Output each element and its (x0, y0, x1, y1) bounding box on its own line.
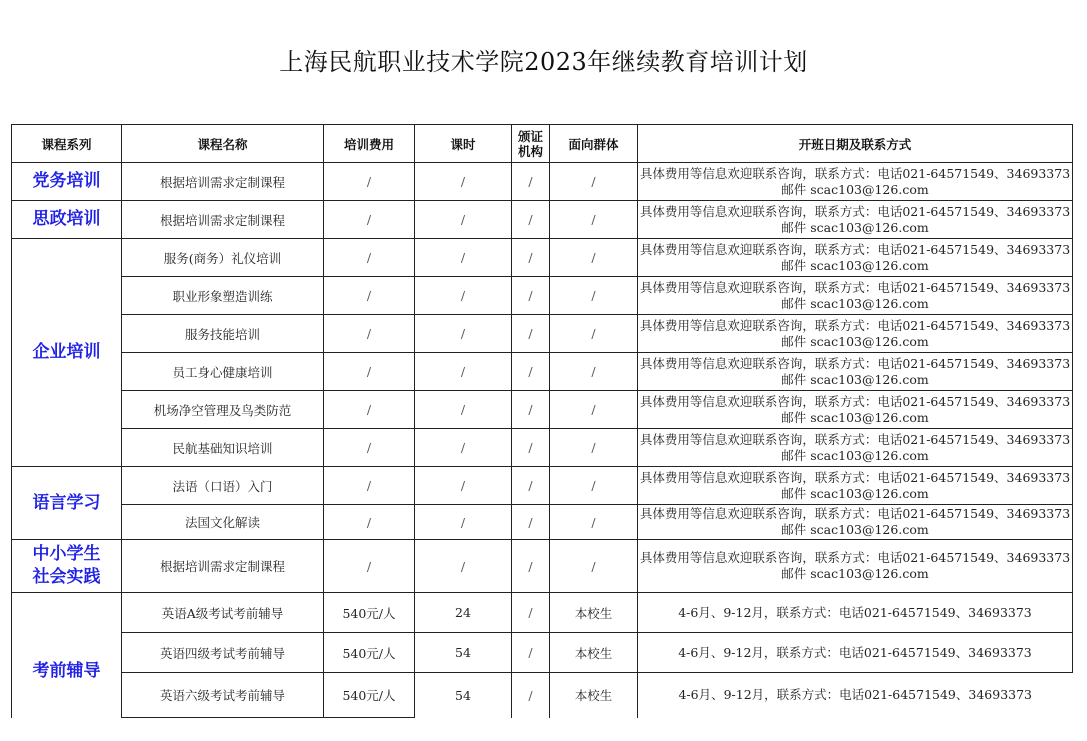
course-fee: / (324, 239, 415, 277)
course-contact (638, 505, 1073, 540)
table-header-row (12, 125, 1073, 163)
course-audience: / (550, 201, 638, 239)
header-series: 课程系列 (12, 125, 122, 163)
course-name: 英语A级考试考前辅导 (122, 593, 324, 633)
course-hours: / (415, 353, 512, 391)
course-cert: / (512, 315, 550, 353)
contact-email: 邮件 scac103@126.com (781, 566, 929, 581)
category-student-line1: 中小学生 (32, 544, 101, 564)
course-contact (638, 429, 1073, 467)
course-cert: / (512, 391, 550, 429)
course-contact (638, 391, 1073, 429)
course-name: 职业形象塑造训练 (122, 277, 324, 315)
course-hours: 54 (415, 633, 512, 673)
header-cert-line2: 机构 (517, 143, 543, 159)
course-hours: / (415, 163, 512, 201)
course-fee: / (324, 201, 415, 239)
course-name: 服务(商务）礼仪培训 (122, 239, 324, 277)
course-cert: / (512, 277, 550, 315)
course-hours: 24 (415, 593, 512, 633)
course-name: 英语六级考试考前辅导 (122, 673, 324, 718)
course-hours: / (415, 277, 512, 315)
table-row (12, 633, 1073, 673)
contact-email: 邮件 scac103@126.com (781, 257, 929, 273)
category-language: 语言学习 (12, 467, 122, 540)
table-row (12, 540, 1073, 593)
table-row (12, 277, 1073, 315)
course-audience: / (550, 239, 638, 277)
header-course-name: 课程名称 (122, 125, 324, 163)
course-hours: / (415, 505, 512, 540)
category-exam-prep: 考前辅导 (12, 593, 122, 718)
category-party: 党务培训 (12, 163, 122, 201)
course-contact (638, 239, 1073, 277)
header-audience: 面向群体 (550, 125, 638, 163)
course-cert: / (512, 673, 550, 718)
header-hours: 课时 (415, 125, 512, 163)
contact-line: 具体费用等信息欢迎联系咨询，联系方式：电话021-64571549、34693373 (639, 241, 1071, 257)
course-audience: / (550, 315, 638, 353)
category-student-line2: 社会实践 (32, 567, 101, 587)
table-row (12, 505, 1073, 540)
course-name: 服务技能培训 (122, 315, 324, 353)
course-audience: 本校生 (550, 633, 638, 673)
course-name: 法语（口语）入门 (122, 467, 324, 505)
course-fee: / (324, 315, 415, 353)
course-contact (638, 201, 1073, 239)
course-contact: 4-6月、9-12月，联系方式：电话021-64571549、34693373 (638, 593, 1073, 633)
course-cert: / (512, 201, 550, 239)
course-name: 英语四级考试考前辅导 (122, 633, 324, 673)
category-enterprise: 企业培训 (12, 239, 122, 467)
course-audience: 本校生 (550, 673, 638, 718)
course-fee: / (324, 353, 415, 391)
course-name: 员工身心健康培训 (122, 353, 324, 391)
course-audience: / (550, 277, 638, 315)
course-cert: / (512, 593, 550, 633)
course-cert: / (512, 505, 550, 540)
contact-line: 具体费用等信息欢迎联系咨询，联系方式：电话021-64571549、34693373 (639, 550, 1071, 565)
course-fee: / (324, 540, 415, 593)
table-row (12, 315, 1073, 353)
course-fee: 540元/人 (324, 593, 415, 633)
course-hours: / (415, 239, 512, 277)
course-name: 民航基础知识培训 (122, 429, 324, 467)
contact-email: 邮件 scac103@126.com (781, 333, 929, 349)
course-hours: 54 (415, 673, 512, 718)
contact-line: 具体费用等信息欢迎联系咨询，联系方式：电话021-64571549、34693373 (639, 393, 1071, 409)
course-hours: / (415, 391, 512, 429)
contact-line: 具体费用等信息欢迎联系咨询，联系方式：电话021-64571549、34693373 (639, 317, 1071, 333)
category-ideology: 思政培训 (12, 201, 122, 239)
contact-email: 邮件 scac103@126.com (781, 219, 929, 235)
header-cert-org (512, 125, 550, 163)
contact-line: 具体费用等信息欢迎联系咨询，联系方式：电话021-64571549、34693373 (639, 506, 1071, 521)
table-row (12, 467, 1073, 505)
course-name: 根据培训需求定制课程 (122, 201, 324, 239)
course-contact: 4-6月、9-12月，联系方式：电话021-64571549、34693373 (638, 633, 1073, 673)
course-audience: / (550, 505, 638, 540)
course-contact (638, 353, 1073, 391)
course-fee: 540元/人 (324, 673, 415, 718)
course-name: 机场净空管理及鸟类防范 (122, 391, 324, 429)
training-plan-table (11, 124, 1073, 718)
course-cert: / (512, 467, 550, 505)
course-cert: / (512, 633, 550, 673)
course-audience: / (550, 353, 638, 391)
course-contact (638, 277, 1073, 315)
course-audience: / (550, 467, 638, 505)
course-contact (638, 467, 1073, 505)
course-fee: 540元/人 (324, 633, 415, 673)
course-name: 法国文化解读 (122, 505, 324, 540)
header-cert-line1: 颁证 (517, 128, 543, 144)
header-fee: 培训费用 (324, 125, 415, 163)
course-audience: / (550, 429, 638, 467)
course-hours: / (415, 467, 512, 505)
course-name: 根据培训需求定制课程 (122, 163, 324, 201)
course-audience: / (550, 540, 638, 593)
course-cert: / (512, 239, 550, 277)
course-fee: / (324, 429, 415, 467)
course-contact (638, 163, 1073, 201)
course-audience: / (550, 391, 638, 429)
contact-line: 具体费用等信息欢迎联系咨询，联系方式：电话021-64571549、34693373 (639, 279, 1071, 295)
category-student-practice (12, 540, 122, 593)
contact-email: 邮件 scac103@126.com (781, 295, 929, 311)
table-row (12, 239, 1073, 277)
table-row (12, 163, 1073, 201)
course-cert: / (512, 353, 550, 391)
course-contact: 4-6月、9-12月，联系方式：电话021-64571549、34693373 (638, 673, 1073, 718)
contact-email: 邮件 scac103@126.com (781, 447, 929, 463)
table-row (12, 353, 1073, 391)
course-hours: / (415, 201, 512, 239)
contact-line: 具体费用等信息欢迎联系咨询，联系方式：电话021-64571549、34693373 (639, 203, 1071, 219)
contact-email: 邮件 scac103@126.com (781, 181, 929, 197)
contact-line: 具体费用等信息欢迎联系咨询，联系方式：电话021-64571549、34693373 (639, 165, 1071, 181)
page-title: 上海民航职业技术学院2023年继续教育培训计划 (279, 48, 808, 76)
contact-email: 邮件 scac103@126.com (781, 485, 929, 501)
contact-line: 具体费用等信息欢迎联系咨询，联系方式：电话021-64571549、34693373 (639, 431, 1071, 447)
table-row (12, 201, 1073, 239)
course-contact (638, 315, 1073, 353)
contact-line: 具体费用等信息欢迎联系咨询，联系方式：电话021-64571549、34693373 (639, 355, 1071, 371)
course-contact (638, 540, 1073, 593)
course-name: 根据培训需求定制课程 (122, 540, 324, 593)
table-row (12, 593, 1073, 633)
course-fee: / (324, 505, 415, 540)
contact-line: 具体费用等信息欢迎联系咨询，联系方式：电话021-64571549、34693373 (639, 469, 1071, 485)
course-hours: / (415, 540, 512, 593)
course-cert: / (512, 429, 550, 467)
table-row (12, 429, 1073, 467)
course-cert: / (512, 540, 550, 593)
contact-email: 邮件 scac103@126.com (781, 522, 929, 537)
course-fee: / (324, 467, 415, 505)
course-hours: / (415, 315, 512, 353)
contact-email: 邮件 scac103@126.com (781, 409, 929, 425)
course-audience: / (550, 163, 638, 201)
table-row (12, 391, 1073, 429)
course-hours: / (415, 429, 512, 467)
course-audience: 本校生 (550, 593, 638, 633)
table-row (12, 673, 1073, 718)
course-fee: / (324, 277, 415, 315)
course-fee: / (324, 163, 415, 201)
course-cert: / (512, 163, 550, 201)
contact-email: 邮件 scac103@126.com (781, 371, 929, 387)
header-schedule-contact: 开班日期及联系方式 (638, 125, 1073, 163)
course-fee: / (324, 391, 415, 429)
